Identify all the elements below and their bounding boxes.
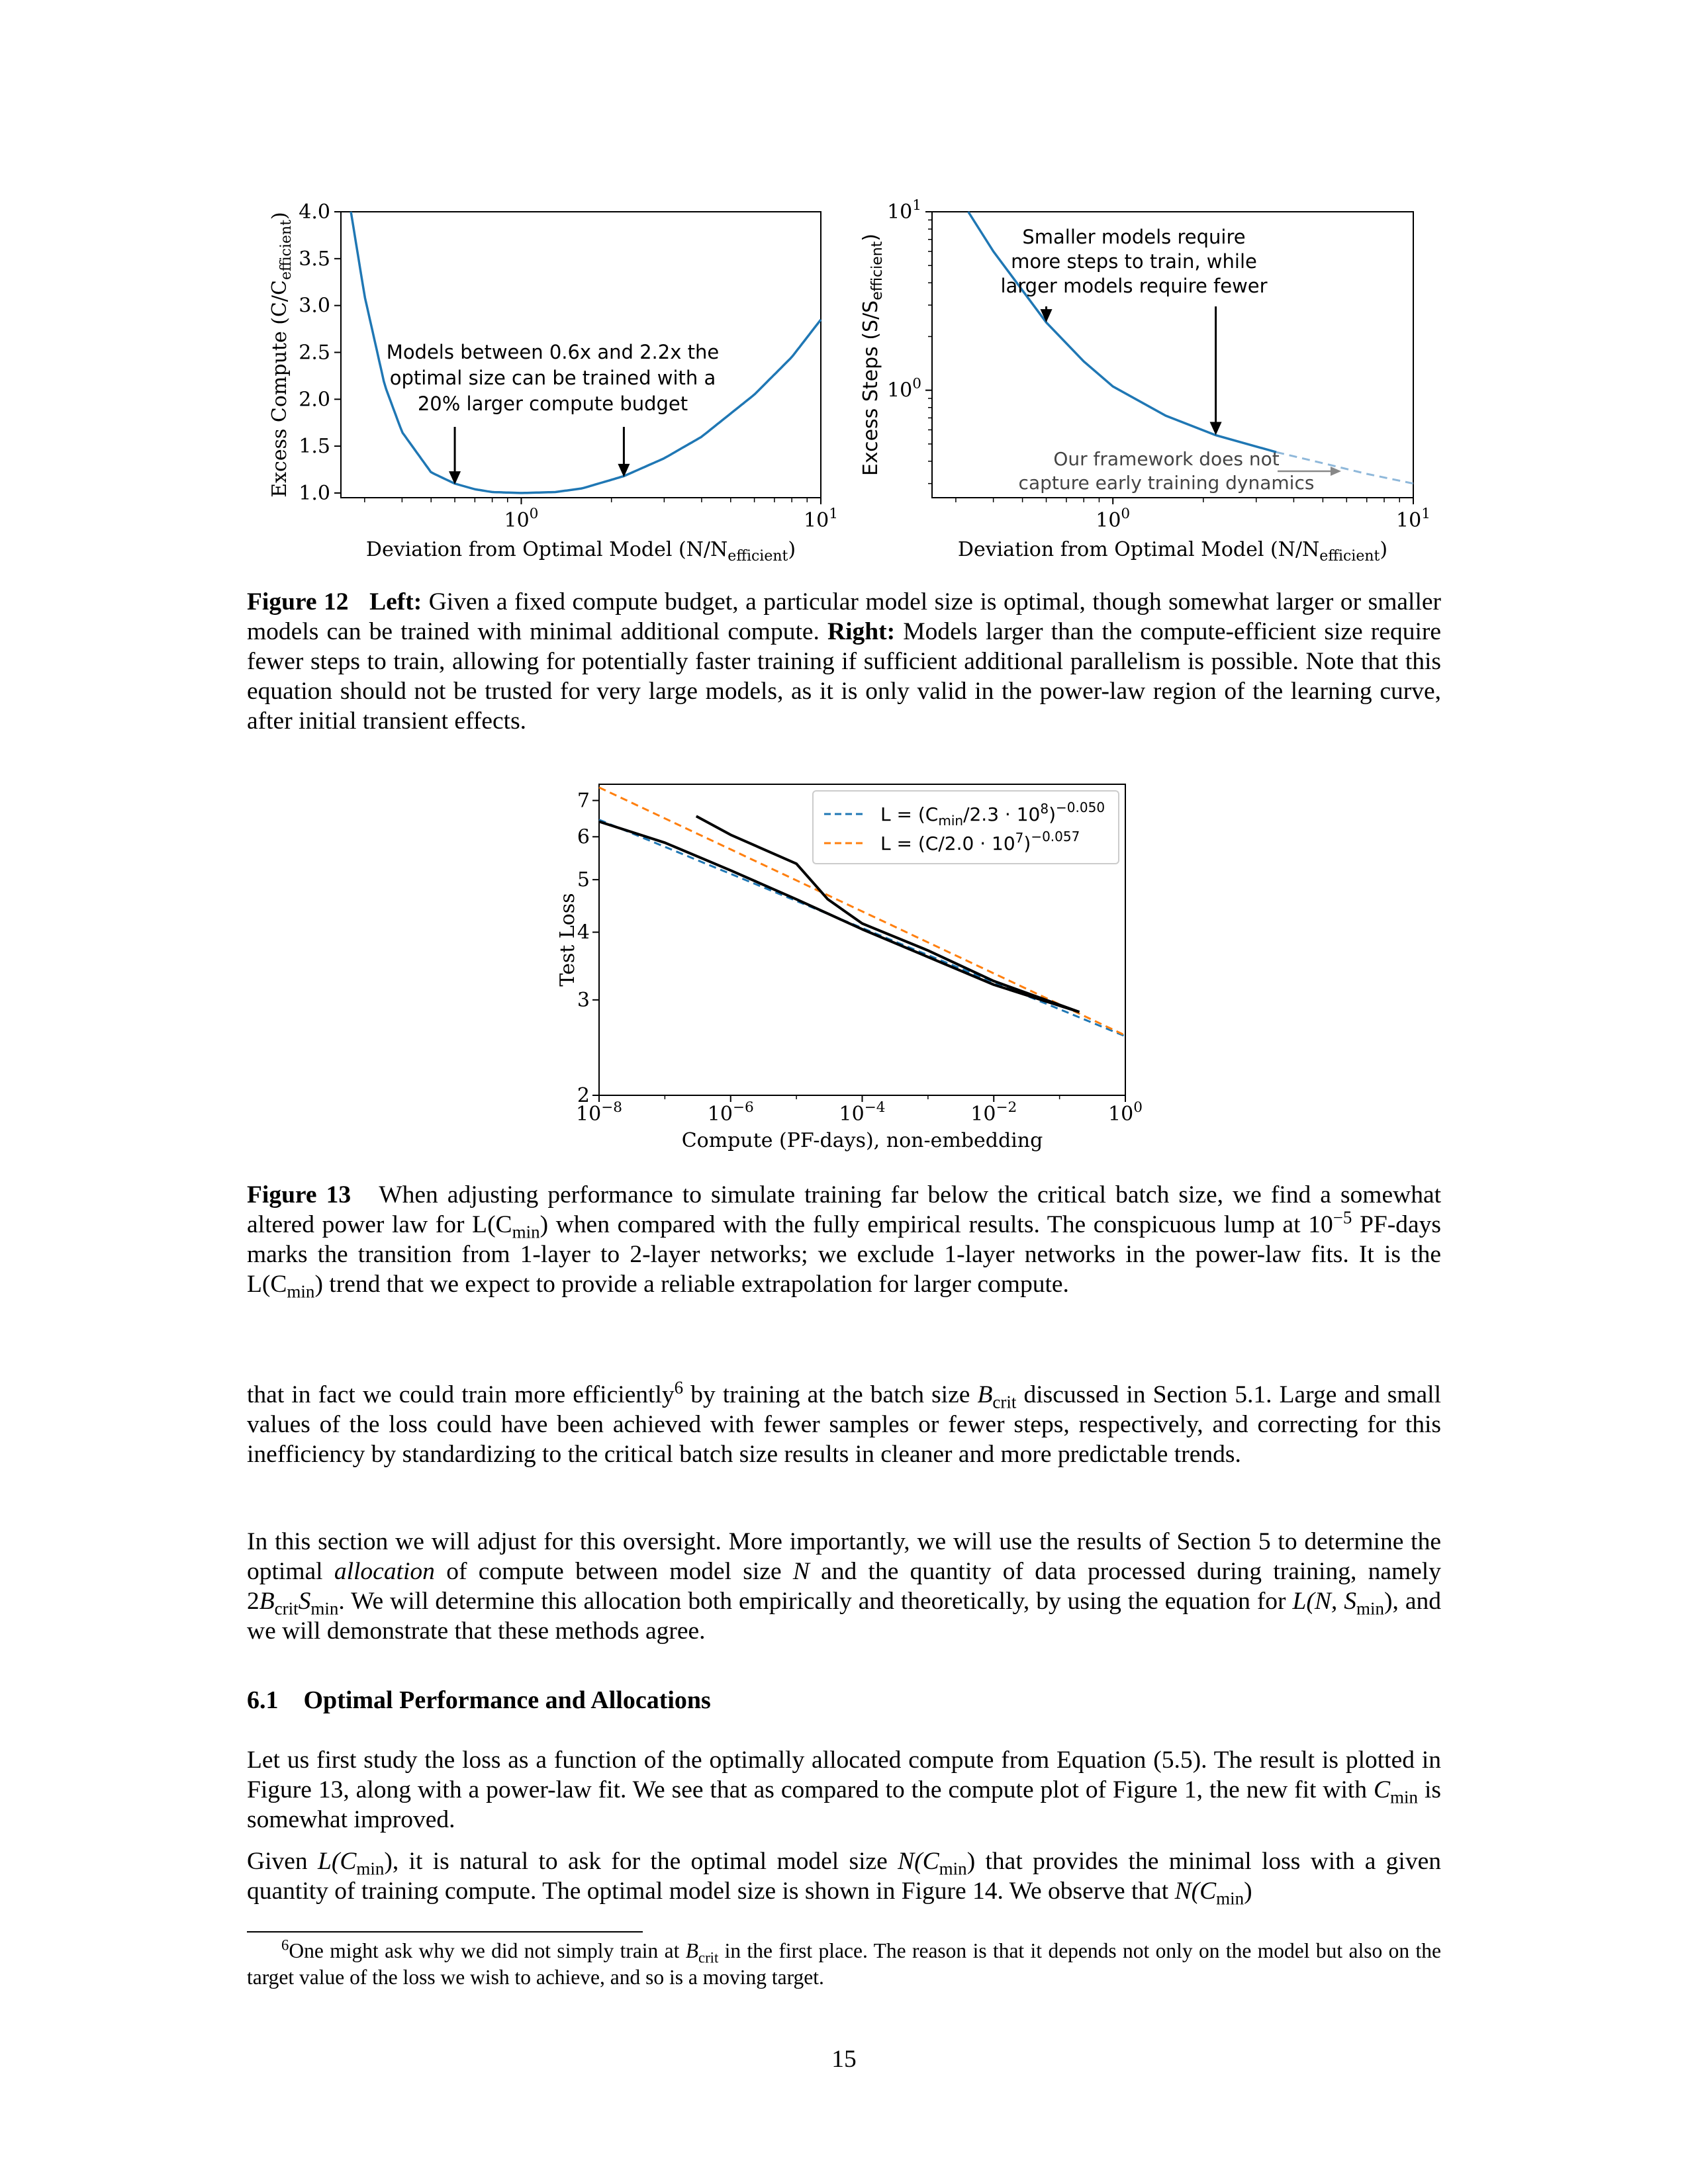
figure13-caption-text-2: ) when compared with the fully empirical results. The conspicuous lump at 10: [539, 1211, 1333, 1238]
p4-text-d: ): [1244, 1878, 1252, 1905]
y-tick-label: 4: [577, 921, 590, 944]
p2-math-N: N: [792, 1558, 810, 1585]
p4-text-c: ) that provides the minimal loss with a given quantity of training compute. The optimal model size is shown in Figure 14. We observe that: [247, 1848, 1441, 1905]
figure13-caption-sub-1: min: [512, 1222, 540, 1242]
figure12-left-chart: [261, 199, 838, 569]
p4-math-Nsub2: min: [1216, 1888, 1244, 1909]
p2-math-B: B: [259, 1588, 275, 1615]
y-tick-label: 2: [577, 1084, 590, 1107]
figure12-left-text: Given a fixed compute budget, a particular model size is optimal, though somewhat larger or smaller models can be trained with minimal additional compute.: [247, 588, 1442, 645]
section-number: 6.1: [247, 1686, 279, 1714]
x-tick-label: $10^1$: [804, 506, 838, 532]
figure13-caption-sub-2: min: [287, 1281, 315, 1302]
annotation-line: 20% larger compute budget: [417, 392, 688, 415]
x-tick-label: $10^1$: [1396, 506, 1430, 532]
p2-text-b: of compute between model size: [434, 1558, 793, 1585]
p2-math-Lsub: min: [1356, 1598, 1385, 1619]
figure13-caption: [247, 1180, 1442, 1302]
figure13-chart: [543, 774, 1152, 1158]
figure13-caption-text-3: PF-days marks the transition from 1-layer to 2-layer networks; we exclude 1-layer networks in the power-law fits. It is the L(C: [247, 1211, 1442, 1298]
x-tick-label: $10^{-6}$: [707, 1099, 754, 1126]
p3-text-b: is somewhat improved.: [247, 1776, 1442, 1833]
y-tick-label: 1.0: [299, 481, 330, 505]
annotation-line: more steps to train, while: [1011, 250, 1257, 273]
annotation-line: optimal size can be trained with a: [389, 367, 716, 389]
y-tick-label: 3: [577, 988, 590, 1012]
footnote: [247, 1938, 1441, 1991]
p2-math-S: S: [298, 1588, 311, 1615]
y-tick-label: 6: [577, 825, 590, 849]
p3-math-C: C: [1374, 1776, 1391, 1803]
figure13-label: Figure 13: [247, 1181, 352, 1208]
figure12-label: Figure 12: [247, 588, 349, 615]
p4-math-N2: N(C: [1174, 1878, 1217, 1905]
p1-math-Bsub: crit: [992, 1392, 1017, 1412]
y-tick-label: 3.5: [299, 247, 330, 271]
p2-text-a: In this section we will adjust for this oversight. More importantly, we will use the results of Section 5 to determine the optimal: [247, 1528, 1441, 1585]
p3-text-a: Let us first study the loss as a function of the optimally allocated compute from Equation (5.5). The result is plotted in Figure 13, along with a power-law fit. We see that as compared to the compute plot of Figure 1, the new fit with: [247, 1747, 1441, 1803]
footnote-text-b: in the first place. The reason is that it depends not only on the model but also on the target value of the loss we wish to achieve, and so is a moving target.: [247, 1939, 1441, 1989]
p2-math-Bsub: crit: [274, 1598, 299, 1619]
footnote-text-a: One might ask why we did not simply train at: [289, 1939, 686, 1962]
y-axis-label: Excess Steps $(S/S_{efficient})$: [859, 233, 886, 477]
footnote-number: 6: [281, 1936, 289, 1954]
x-axis-label: Compute (PF-days), non-embedding: [681, 1129, 1043, 1152]
body-paragraph-1: [247, 1377, 1441, 1469]
y-tick-label: 2.0: [299, 388, 330, 412]
footnote-ref: 6: [674, 1377, 684, 1398]
figure12-right-label: Right:: [827, 618, 896, 645]
note-line: Our framework does not: [1053, 448, 1280, 470]
p1-math-B: B: [977, 1381, 993, 1408]
x-tick-label: $10^{-8}$: [575, 1099, 623, 1126]
p2-math-Ssub: min: [310, 1598, 339, 1619]
y-axis-label: Test Loss: [556, 893, 579, 987]
y-tick-label: 3.0: [299, 294, 330, 318]
figure13-caption-text-4: ) trend that we expect to provide a reliable extrapolation for larger compute.: [314, 1271, 1069, 1298]
note-line: capture early training dynamics: [1018, 472, 1315, 494]
p4-text-b: ), it is natural to ask for the optimal model size: [384, 1848, 898, 1875]
p2-emphasis: allocation: [334, 1558, 435, 1585]
p3-math-sub: min: [1390, 1787, 1419, 1807]
figure13-caption-text-1: When adjusting performance to simulate training far below the critical batch size, we find a somewhat altered power law for L(C: [247, 1181, 1442, 1238]
annotation-line: larger models require fewer: [1000, 275, 1268, 297]
section-title: Optimal Performance and Allocations: [303, 1686, 711, 1714]
x-axis-label: Deviation from Optimal Model $(N/N_{efficient})$: [957, 538, 1388, 565]
p4-math-N: N(C: [898, 1848, 939, 1875]
figure12-right-chart: [854, 197, 1430, 569]
footnote-math-sub: crit: [698, 1949, 719, 1966]
figure12-left-label: Left:: [369, 588, 422, 615]
legend-label: $L = (C/2.0 \cdot 10^7)^{-0.057}$: [880, 829, 1080, 854]
body-paragraph-4: [247, 1846, 1441, 1909]
y-tick-label: $10^1$: [887, 197, 921, 224]
p2-math-L: L(N, S: [1292, 1588, 1356, 1615]
footnote-rule: [247, 1931, 643, 1933]
y-tick-label: 2.5: [299, 341, 330, 365]
figure13-caption-sup: −5: [1333, 1207, 1352, 1228]
p2-text-d: . We will determine this allocation both empirically and theoretically, by using the equation for: [338, 1588, 1293, 1615]
note-arrow-head: [1331, 467, 1341, 476]
figure12-caption: [247, 587, 1441, 736]
page-number: 15: [831, 2046, 857, 2073]
annotation-line: Models between 0.6x and 2.2x the: [386, 341, 720, 363]
footnote-math-B: B: [685, 1939, 699, 1962]
y-tick-label: 7: [577, 789, 590, 813]
p4-math-Lsub: min: [356, 1858, 385, 1879]
body-paragraph-2: [247, 1527, 1441, 1646]
y-tick-label: 1.5: [299, 435, 330, 459]
y-axis-label: Excess Compute $(C/C_{efficient})$: [268, 212, 295, 498]
y-tick-label: 5: [577, 868, 590, 892]
x-axis-label: Deviation from Optimal Model $(N/N_{efficient})$: [365, 538, 796, 565]
p1-text-c: discussed in Section 5.1. Large and small values of the loss could have been achieved with fewer samples or fewer steps, respectively, and correcting for this inefficiency by standardizing to the critical batch size results in cleaner and more predictable trends.: [247, 1381, 1441, 1468]
p2-text-c: and the quantity of data processed during training, namely 2: [247, 1558, 1441, 1615]
x-tick-label: $10^0$: [1108, 1099, 1143, 1126]
y-tick-label: 4.0: [299, 201, 330, 224]
p2-text-e: ), and we will demonstrate that these methods agree.: [247, 1588, 1442, 1645]
p1-text-a: that in fact we could train more efficiently: [247, 1381, 675, 1408]
x-tick-label: $10^{-4}$: [839, 1099, 886, 1126]
figure12-right-text: Models larger than the compute-efficient size require fewer steps to train, allowing for potentially faster training if sufficient additional parallelism is possible. Note that this equation should not be trusted for very large models, as it is only valid in the power-law region of the learning curve, after initial transient effects.: [247, 618, 1441, 735]
p4-text-a: Given: [247, 1848, 318, 1875]
section-heading: [247, 1686, 711, 1715]
x-tick-label: $10^0$: [1096, 506, 1131, 532]
p4-math-Nsub: min: [939, 1858, 967, 1879]
body-paragraph-3: [247, 1745, 1441, 1835]
legend-label: $L = (C_{min}/2.3 \cdot 10^8)^{-0.050}$: [880, 799, 1105, 829]
x-tick-label: $10^{-2}$: [970, 1099, 1017, 1126]
p1-text-b: by training at the batch size: [683, 1381, 978, 1408]
x-tick-label: $10^0$: [504, 506, 539, 532]
p4-math-L: L(C: [317, 1848, 357, 1875]
annotation-line: Smaller models require: [1022, 226, 1246, 248]
y-tick-label: $10^0$: [887, 375, 921, 402]
